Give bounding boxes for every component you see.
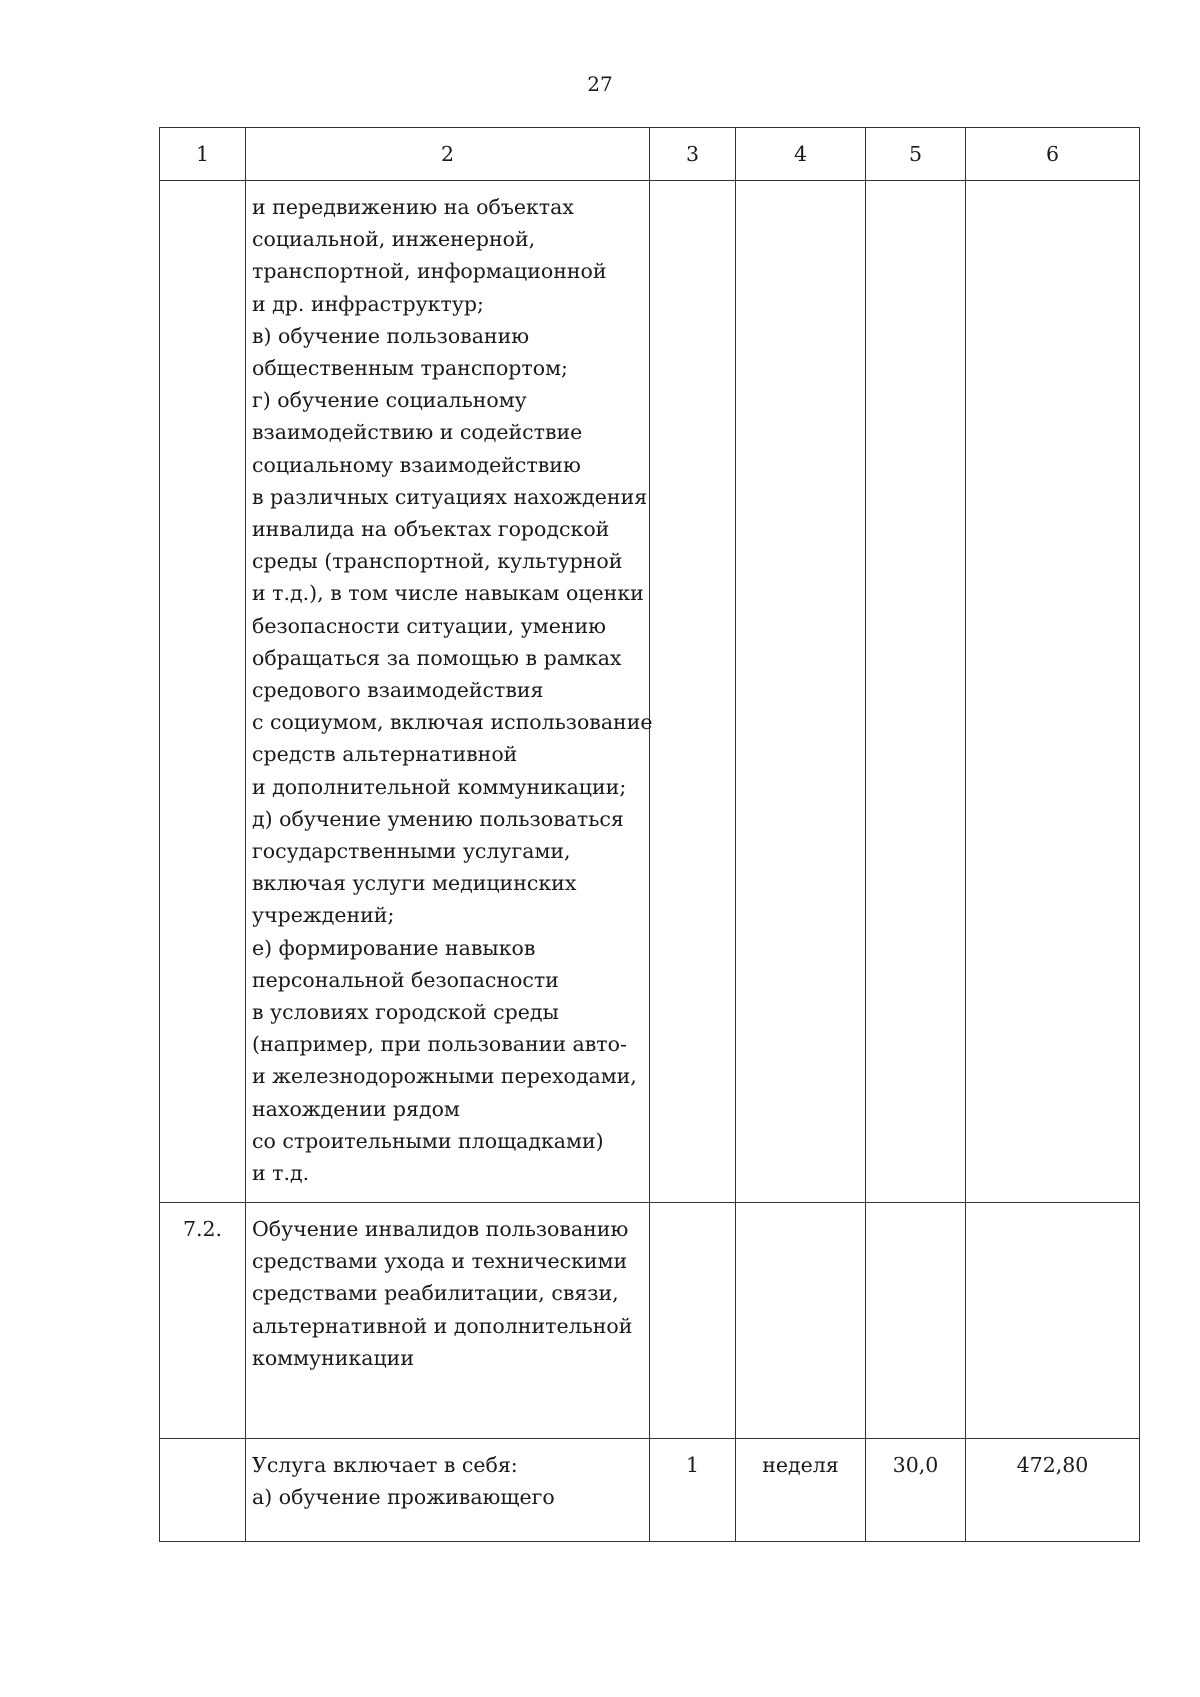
text-line: социальной, инженерной, — [252, 227, 536, 252]
row-number-cell — [160, 181, 246, 1203]
header-cell: 3 — [650, 128, 736, 181]
text-line: д) обучение умению пользоваться — [252, 806, 624, 831]
text-line: включая услуги медицинских — [252, 871, 577, 896]
text-line: средствами реабилитации, связи, — [252, 1281, 619, 1306]
price-cell: 472,80 — [966, 1439, 1140, 1542]
description-text — [252, 1213, 643, 1374]
text-line: Обучение инвалидов пользованию — [252, 1217, 629, 1241]
text-line: е) формирование навыков — [252, 935, 536, 960]
norm-cell — [866, 1203, 966, 1439]
unit-cell: неделя — [736, 1439, 866, 1542]
unit-cell — [736, 1203, 866, 1439]
header-cell: 6 — [966, 128, 1140, 181]
text-line: безопасности ситуации, умению — [252, 613, 606, 638]
text-line: и т.д.), в том числе навыкам оценки — [252, 581, 644, 606]
quantity-cell — [650, 1203, 736, 1439]
description-text — [252, 191, 653, 1189]
quantity-cell — [650, 181, 736, 1203]
description-cell — [246, 1439, 650, 1542]
text-line: средствами ухода и техническими — [252, 1249, 628, 1274]
header-cell: 2 — [246, 128, 650, 181]
text-line: среды (транспортной, культурной — [252, 549, 623, 574]
description-text — [252, 1449, 643, 1513]
text-line: нахождении рядом — [252, 1096, 460, 1121]
description-cell — [246, 181, 653, 1203]
text-line: со строительными площадками) — [252, 1128, 604, 1153]
text-line: (например, при пользовании авто- — [252, 1032, 627, 1057]
text-line: общественным транспортом; — [252, 356, 568, 381]
norm-cell — [866, 181, 966, 1203]
text-line: персональной безопасности — [252, 967, 559, 992]
text-line: инвалида на объектах городской — [252, 517, 610, 542]
quantity-cell: 1 — [650, 1439, 736, 1542]
norm-cell: 30,0 — [866, 1439, 966, 1542]
text-line: в) обучение пользованию — [252, 323, 530, 348]
page-number: 27 — [587, 72, 613, 96]
text-line: г) обучение социальному — [252, 388, 527, 413]
text-line: Услуга включает в себя: — [252, 1453, 518, 1477]
header-cell: 5 — [866, 128, 966, 181]
text-line: обращаться за помощью в рамках — [252, 645, 622, 670]
header-cell: 1 — [160, 128, 246, 181]
text-line: взаимодействию и содействие — [252, 420, 583, 445]
text-line: с социумом, включая использование — [252, 710, 653, 735]
text-line: социальному взаимодействию — [252, 452, 581, 477]
text-line: в различных ситуациях нахождения — [252, 484, 648, 509]
text-line: коммуникации — [252, 1345, 414, 1370]
description-cell — [246, 1203, 650, 1439]
row-number-cell — [160, 1439, 246, 1542]
text-line: средового взаимодействия — [252, 678, 544, 703]
price-cell — [966, 181, 1140, 1203]
text-line: средств альтернативной — [252, 742, 518, 767]
text-line: а) обучение проживающего — [252, 1485, 555, 1510]
unit-cell — [736, 181, 866, 1203]
text-line: альтернативной и дополнительной — [252, 1313, 633, 1338]
text-line: и железнодорожными переходами, — [252, 1064, 637, 1089]
text-line: государственными услугами, — [252, 839, 571, 864]
table-header-row — [160, 128, 1140, 181]
price-cell — [966, 1203, 1140, 1439]
text-line: и дополнительной коммуникации; — [252, 774, 627, 799]
row-number-cell: 7.2. — [160, 1203, 246, 1439]
text-line: и передвижению на объектах — [252, 195, 574, 219]
header-cell: 4 — [736, 128, 866, 181]
text-line: в условиях городской среды — [252, 1000, 559, 1025]
table-row — [160, 1203, 1140, 1439]
text-line: транспортной, информационной — [252, 259, 607, 284]
text-line: и др. инфраструктур; — [252, 291, 484, 316]
table-row — [160, 181, 1140, 1203]
text-line: и т.д. — [252, 1161, 310, 1186]
services-table — [159, 127, 1140, 1542]
text-line: учреждений; — [252, 903, 395, 928]
table-row — [160, 1439, 1140, 1542]
